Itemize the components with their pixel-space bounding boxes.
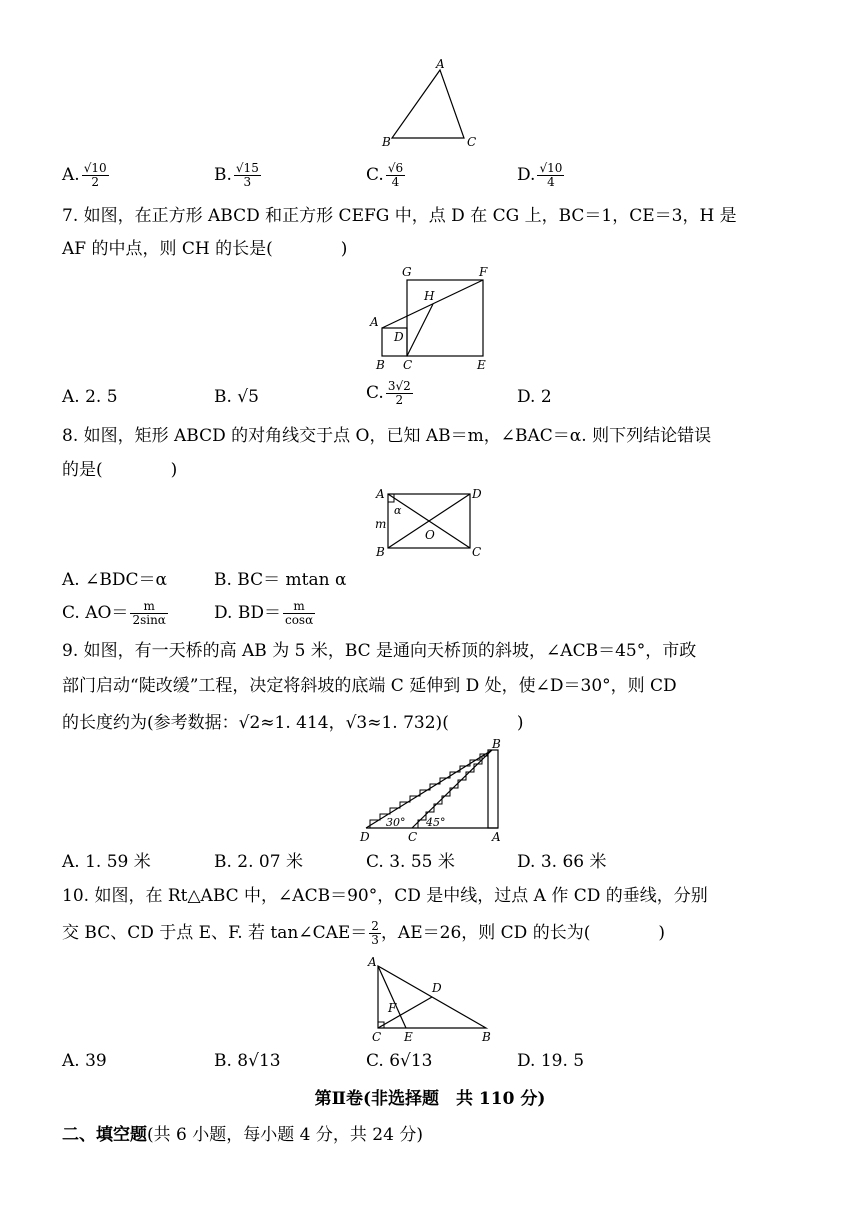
q10-option-d[interactable]: D. 19. 5 (517, 1051, 585, 1071)
q6-option-d[interactable]: D. $\frac{√10}{4}$ (517, 161, 563, 189)
q8-label-m: m (375, 517, 387, 531)
q9-label-angle30: 30° (386, 816, 406, 829)
q9-label-c: C (408, 830, 418, 844)
q9-label-d: D (360, 830, 370, 844)
section2-note: (共 6 小题，每小题 4 分，共 24 分) (147, 1125, 423, 1145)
q8-label-o: O (425, 528, 435, 542)
q7-option-c[interactable]: C. $\frac{3√2}{2}$ (366, 379, 411, 407)
q9-text-line2: 部门启动“陡改缓”工程，决定将斜坡的底端 C 延伸到 D 处，使∠D＝30°，则 CD (62, 676, 677, 696)
q6-option-c[interactable]: C. $\frac{√6}{4}$ (366, 161, 404, 189)
q8-label-b: B (376, 545, 385, 558)
q8-option-d[interactable]: D. BD＝ $\frac{m}{\cos\alpha}$ (214, 599, 314, 627)
q7-text-line2: AF 的中点，则 CH 的长是( ) (62, 239, 348, 259)
q8-option-c[interactable]: C. AO＝ $\frac{m}{2\sin\alpha}$ (62, 599, 166, 627)
q7-label-b: B (376, 358, 385, 372)
q8-label-alpha: α (394, 504, 402, 517)
q8-label-a: A (376, 487, 385, 501)
q9-text-line1: 9. 如图，有一天桥的高 AB 为 5 米，BC 是通向天桥顶的斜坡，∠ACB＝45°，市政 (62, 641, 697, 661)
q10-label-c: C (372, 1030, 382, 1044)
q10-label-e: E (404, 1030, 413, 1044)
q6-label-c: C (467, 135, 477, 149)
q9-label-b: B (492, 738, 501, 751)
q7-label-c: C (403, 358, 413, 372)
q8-label-d: D (472, 487, 482, 501)
q10-text-line2: 交 BC、CD 于点 E、F. 若 tan∠CAE＝ $\frac{2}{3}$ ，AE＝26，则 CD 的长为( ) (62, 919, 665, 947)
q7-squares-figure (368, 264, 498, 374)
q10-option-b[interactable]: B. 8√13 (214, 1051, 281, 1071)
q9-option-c[interactable]: C. 3. 55 米 (366, 852, 455, 872)
q7-label-a: A (370, 315, 379, 329)
section2-title: 二、填空题 (62, 1125, 147, 1145)
q9-option-d[interactable]: D. 3. 66 米 (517, 852, 607, 872)
part2-heading: 第Ⅱ卷(非选择题 共 110 分) (314, 1089, 546, 1109)
q10-option-a[interactable]: A. 39 (62, 1051, 107, 1071)
section2-header (62, 1120, 423, 1145)
q6-option-a[interactable]: A. $\frac{√10}{2}$ (62, 161, 107, 189)
q9-bridge-figure (356, 738, 506, 846)
q10-text-line1: 10. 如图，在 Rt△ABC 中，∠ACB＝90°，CD 是中线，过点 A 作 CD 的垂线，分别 (62, 886, 708, 906)
q7-label-d: D (394, 330, 404, 344)
q8-text-line1: 8. 如图，矩形 ABCD 的对角线交于点 O，已知 AB＝m，∠BAC＝α. 则下列结论错误 (62, 426, 712, 446)
q10-label-f: F (388, 1001, 397, 1015)
q7-label-h: H (424, 289, 435, 303)
q8-option-a[interactable]: A. ∠BDC＝α (62, 570, 167, 590)
q10-triangle-figure (362, 952, 498, 1044)
q10-label-b: B (482, 1030, 491, 1044)
q7-label-g: G (402, 265, 412, 279)
q9-option-b[interactable]: B. 2. 07 米 (214, 852, 303, 872)
q7-text-line1: 7. 如图，在正方形 ABCD 和正方形 CEFG 中，点 D 在 CG 上，BC＝1，CE＝3，H 是 (62, 206, 737, 226)
q9-text-line3: 的长度约为(参考数据：√2≈1. 414，√3≈1. 732)( ) (62, 713, 524, 733)
q10-label-d: D (432, 981, 442, 995)
q6-label-b: B (382, 135, 391, 149)
q8-label-c: C (472, 545, 482, 558)
q8-option-b[interactable]: B. BC＝ mtan α (214, 570, 347, 590)
q10-label-a: A (368, 955, 377, 969)
q8-rectangle-figure (370, 486, 490, 558)
q9-label-angle45: 45° (426, 816, 446, 829)
q9-label-a: A (492, 830, 501, 844)
q6-label-a: A (436, 58, 445, 71)
q7-label-f: F (479, 265, 488, 279)
q7-label-e: E (477, 358, 486, 372)
q9-option-a[interactable]: A. 1. 59 米 (62, 852, 151, 872)
q7-option-b[interactable]: B. √5 (214, 387, 259, 407)
q8-text-line2: 的是( ) (62, 460, 178, 480)
q6-triangle-figure (378, 58, 488, 150)
q7-option-a[interactable]: A. 2. 5 (62, 387, 118, 407)
q7-option-d[interactable]: D. 2 (517, 387, 552, 407)
q10-option-c[interactable]: C. 6√13 (366, 1051, 433, 1071)
q6-option-b[interactable]: B. $\frac{√15}{3}$ (214, 161, 259, 189)
